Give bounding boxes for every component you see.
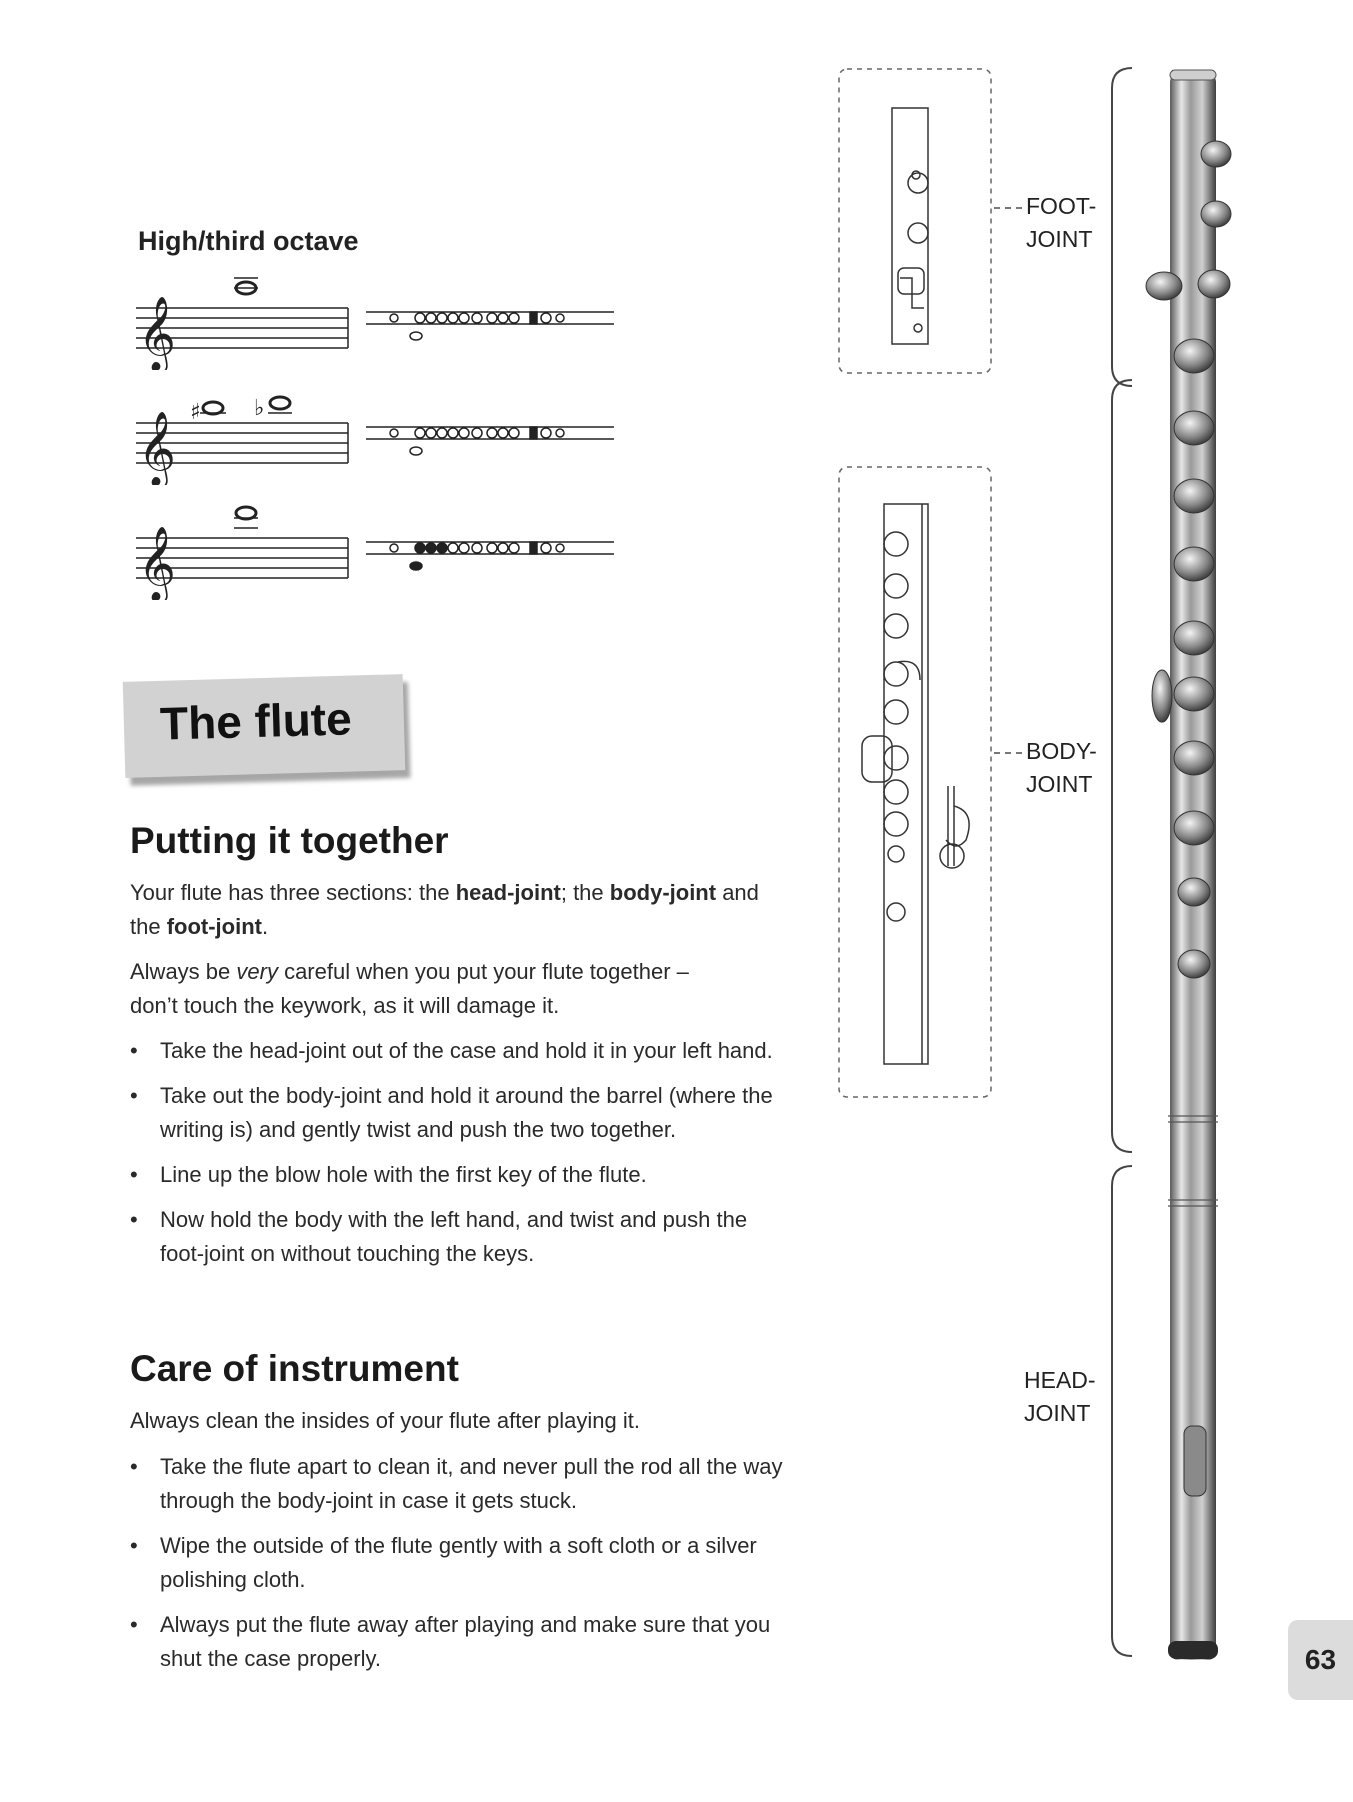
flute-image bbox=[1140, 66, 1252, 1674]
list-item: • Take the flute apart to clean it, and never pull the rod all the way through the body-joint in case it gets stuck. bbox=[130, 1450, 790, 1518]
svg-text:𝄞: 𝄞 bbox=[138, 412, 176, 485]
list-item: • Wipe the outside of the flute gently with a soft cloth or a silver polishing cloth. bbox=[130, 1529, 790, 1597]
putting-together-intro: Your flute has three sections: the head-joint; the body-joint and the foot-joint. bbox=[130, 880, 759, 939]
fingering-section-title: High/third octave bbox=[138, 226, 359, 256]
head-joint-label: HEAD- JOINT bbox=[1024, 1367, 1096, 1426]
careful-note: Always be very careful when you put your flute together – don’t touch the keywork, as it will damage it. bbox=[130, 959, 689, 1018]
foot-joint-label: FOOT- JOINT bbox=[1026, 193, 1097, 252]
fingering-chart-1 bbox=[366, 312, 614, 340]
list-item: • Always put the flute away after playing and make sure that you shut the case properly. bbox=[130, 1608, 790, 1676]
page-number: 63 bbox=[1288, 1620, 1353, 1700]
body-joint-diagram bbox=[838, 466, 994, 1100]
fingering-chart-2 bbox=[366, 427, 614, 455]
fingering-chart-3 bbox=[366, 542, 614, 570]
flat-sign: ♭ bbox=[254, 396, 265, 421]
foot-joint-leader bbox=[994, 207, 1022, 209]
svg-text:𝄞: 𝄞 bbox=[138, 527, 176, 600]
list-item: • Now hold the body with the left hand, and twist and push the foot-joint on without touching the keys. bbox=[130, 1203, 790, 1271]
svg-text:𝄞: 𝄞 bbox=[138, 297, 176, 370]
care-heading: Care of instrument bbox=[130, 1348, 459, 1389]
body-joint-leader bbox=[994, 752, 1022, 754]
foot-joint-diagram bbox=[838, 68, 994, 376]
list-item: • Take out the body-joint and hold it around the barrel (where the writing is) and gently twist and push the two together. bbox=[130, 1079, 790, 1147]
body-joint-label: BODY- JOINT bbox=[1026, 738, 1097, 797]
care-intro: Always clean the insides of your flute after playing it. bbox=[130, 1408, 640, 1433]
section-brackets bbox=[1100, 62, 1140, 1670]
care-steps-list bbox=[130, 1450, 790, 1687]
list-item: • Line up the blow hole with the first key of the flute. bbox=[130, 1158, 790, 1192]
music-staff-3 bbox=[130, 500, 630, 600]
music-staff-1 bbox=[130, 270, 630, 370]
music-staff-2 bbox=[130, 385, 630, 485]
sharp-sign: ♯ bbox=[190, 400, 201, 425]
list-item: • Take the head-joint out of the case and hold it in your left hand. bbox=[130, 1034, 790, 1068]
putting-together-heading: Putting it together bbox=[130, 820, 449, 861]
section-badge-title: The flute bbox=[159, 692, 353, 750]
assembly-steps-list bbox=[130, 1034, 790, 1282]
